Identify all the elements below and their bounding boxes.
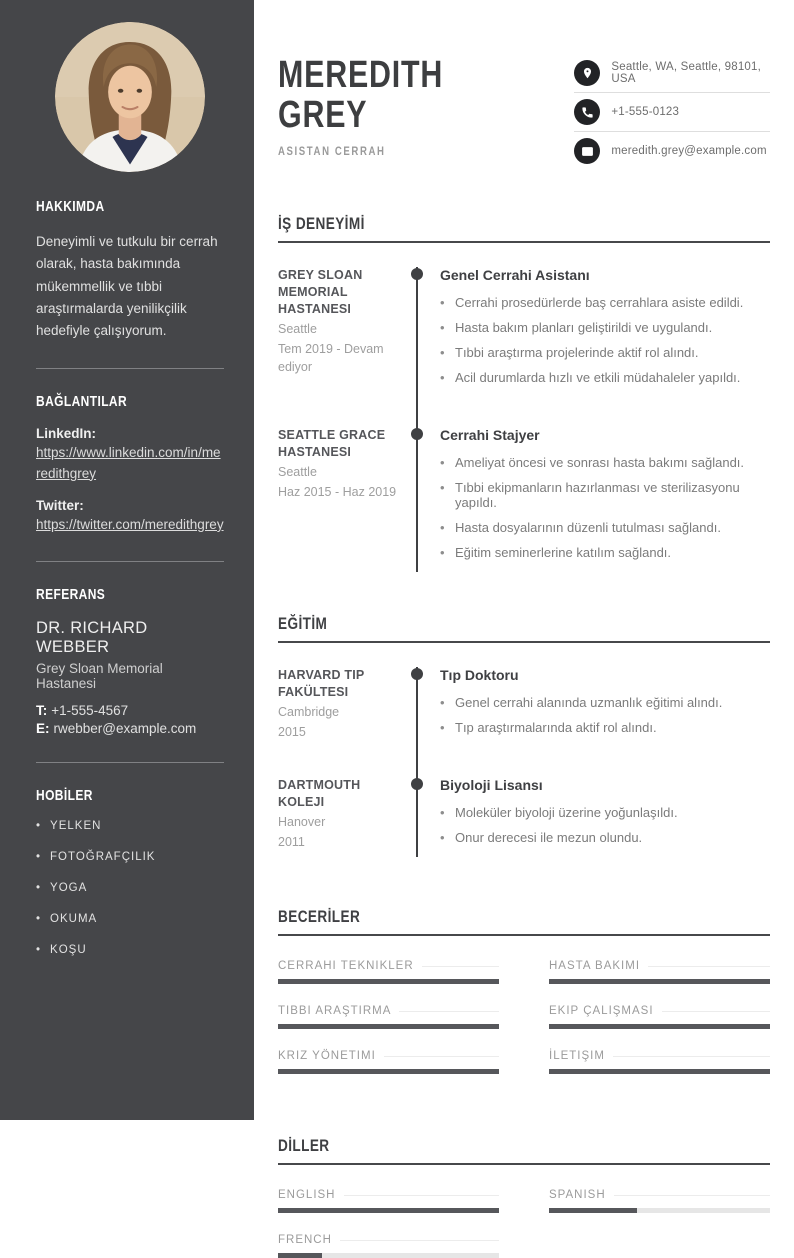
bullet: • Moleküler biyoloji üzerine yoğunlaşıldı. [440, 805, 770, 820]
language-bar [278, 1208, 499, 1213]
reference-section [36, 586, 224, 736]
name-block [278, 56, 574, 170]
education-entry [278, 777, 770, 857]
school-location: Cambridge [278, 704, 340, 719]
header [278, 56, 770, 170]
bullet: • Eğitim seminerlerine katılım sağlandı. [440, 545, 770, 560]
candidate-name: MEREDITH GREY [278, 54, 444, 136]
location-icon [574, 60, 600, 86]
skill-bar [278, 1024, 499, 1029]
languages-grid [278, 1189, 770, 1258]
links-heading: BAĞLANTILAR [36, 393, 128, 411]
email-icon [574, 138, 600, 164]
company-dates: Haz 2015 - Haz 2019 [278, 484, 397, 499]
school-dates: 2015 [278, 724, 306, 739]
contact-phone: +1-555-0123 [574, 92, 770, 131]
languages-heading: DİLLER [278, 1136, 770, 1165]
degree-bullets [440, 805, 770, 845]
education-section [278, 614, 770, 857]
hobby-item: • YELKEN [36, 820, 224, 832]
experience-entry [278, 427, 770, 572]
bullet: • Hasta bakım planları geliştirildi ve uygulandı. [440, 320, 770, 335]
phone-icon [574, 99, 600, 125]
skills-grid [278, 960, 770, 1074]
school-name: HARVARD TIP FAKÜLTESI [278, 668, 365, 699]
education-heading: EĞİTİM [278, 614, 770, 643]
language-item: FRENCH [278, 1234, 499, 1258]
experience-section [278, 214, 770, 572]
degree-bullets [440, 695, 770, 735]
avatar-illustration [55, 22, 205, 172]
links-section [36, 393, 224, 535]
job-role: Cerrahi Stajyer [440, 427, 540, 443]
language-item: ENGLISH [278, 1189, 499, 1213]
hobbies-heading: HOBİLER [36, 787, 93, 805]
timeline-dot [411, 428, 423, 440]
experience-entry [278, 267, 770, 427]
bullet: • Onur derecesi ile mezun olundu. [440, 830, 770, 845]
reference-email: E: rwebber@example.com [36, 721, 197, 737]
candidate-title: ASISTAN CERRAH [278, 143, 386, 158]
about-section [36, 198, 224, 342]
phone-label: T: [36, 703, 48, 719]
skill-bar [278, 979, 499, 984]
reference-phone: T: +1-555-4567 [36, 703, 129, 719]
school-dates: 2011 [278, 834, 305, 849]
degree: Tıp Doktoru [440, 667, 519, 683]
profile-photo [55, 22, 205, 172]
about-text: Deneyimli ve tutkulu bir cerrah olarak, hasta bakımında mükemmellik ve tıbbi araştırmalarda yenilikçilik hedefiyle çalışıyorum. [36, 234, 218, 339]
linkedin-label: LinkedIn: [36, 426, 96, 442]
skills-section [278, 907, 770, 1074]
skill-item: TIBBI ARAŞTIRMA [278, 1005, 499, 1029]
bullet: • Hasta dosyalarının düzenli tutulması sağlandı. [440, 520, 770, 535]
bullet: • Acil durumlarda hızlı ve etkili müdahaleler yapıldı. [440, 370, 770, 385]
company-name: GREY SLOAN MEMORIAL HASTANESI [278, 268, 363, 316]
degree: Biyoloji Lisansı [440, 777, 543, 793]
contact-block [574, 54, 770, 170]
skill-item: EKIP ÇALIŞMASI [549, 1005, 770, 1029]
experience-heading: İŞ DENEYİMİ [278, 214, 770, 243]
bullet: • Cerrahi prosedürlerde baş cerrahlara asiste edildi. [440, 295, 770, 310]
bullet: • Tıbbi ekipmanların hazırlanması ve sterilizasyonu yapıldı. [440, 480, 770, 510]
linkedin-link[interactable]: https://www.linkedin.com/in/meredithgrey [36, 445, 221, 481]
school-location: Hanover [278, 814, 326, 829]
timeline-dot [411, 268, 423, 280]
hobbies-section [36, 787, 224, 956]
timeline-dot [411, 668, 423, 680]
main-content [254, 0, 794, 1246]
hobby-item: • OKUMA [36, 913, 224, 925]
sidebar-divider [36, 762, 224, 763]
hobby-list [36, 820, 224, 956]
company-location: Seattle [278, 464, 317, 479]
reference-organization: Grey Sloan Memorial Hastanesi [36, 661, 163, 692]
skill-bar [549, 1024, 770, 1029]
bullet: • Ameliyat öncesi ve sonrası hasta bakımı sağlandı. [440, 455, 770, 470]
sidebar-divider [36, 368, 224, 369]
bullet: • Genel cerrahi alanında uzmanlık eğitimi alındı. [440, 695, 770, 710]
twitter-label: Twitter: [36, 497, 84, 513]
reference-name: DR. RICHARD WEBBER [36, 619, 148, 657]
company-dates: Tem 2019 - Devam ediyor [278, 341, 384, 374]
contact-location: Seattle, WA, Seattle, 98101, USA [574, 54, 770, 92]
hobby-item: • FOTOĞRAFÇILIK [36, 851, 224, 863]
company-location: Seattle [278, 321, 317, 336]
bullet: • Tıp araştırmalarında aktif rol alındı. [440, 720, 770, 735]
skills-heading: BECERİLER [278, 907, 770, 936]
skill-item: KRIZ YÖNETIMI [278, 1050, 499, 1074]
company-name: SEATTLE GRACE HASTANESI [278, 428, 386, 459]
school-name: DARTMOUTH KOLEJI [278, 778, 361, 809]
job-role: Genel Cerrahi Asistanı [440, 267, 590, 283]
skill-bar [549, 1069, 770, 1074]
bullet: • Tıbbi araştırma projelerinde aktif rol alındı. [440, 345, 770, 360]
sidebar [0, 0, 254, 1120]
job-bullets [440, 455, 770, 560]
contact-email: meredith.grey@example.com [574, 131, 770, 170]
skill-bar [549, 979, 770, 984]
language-bar [278, 1253, 499, 1258]
education-entry [278, 667, 770, 777]
twitter-link[interactable]: https://twitter.com/meredithgrey [36, 516, 224, 532]
job-bullets [440, 295, 770, 385]
languages-section [278, 1136, 770, 1258]
language-bar [549, 1208, 770, 1213]
timeline-dot [411, 778, 423, 790]
skill-item: HASTA BAKIMI [549, 960, 770, 984]
hobby-item: • YOGA [36, 882, 224, 894]
skill-item: CERRAHI TEKNIKLER [278, 960, 499, 984]
about-heading: HAKKIMDA [36, 198, 105, 215]
hobby-item: • KOŞU [36, 944, 224, 956]
language-item: SPANISH [549, 1189, 770, 1213]
skill-bar [278, 1069, 499, 1074]
sidebar-divider [36, 561, 224, 562]
email-label: E: [36, 721, 50, 737]
skill-item: İLETIŞIM [549, 1050, 770, 1074]
reference-heading: REFERANS [36, 586, 106, 604]
